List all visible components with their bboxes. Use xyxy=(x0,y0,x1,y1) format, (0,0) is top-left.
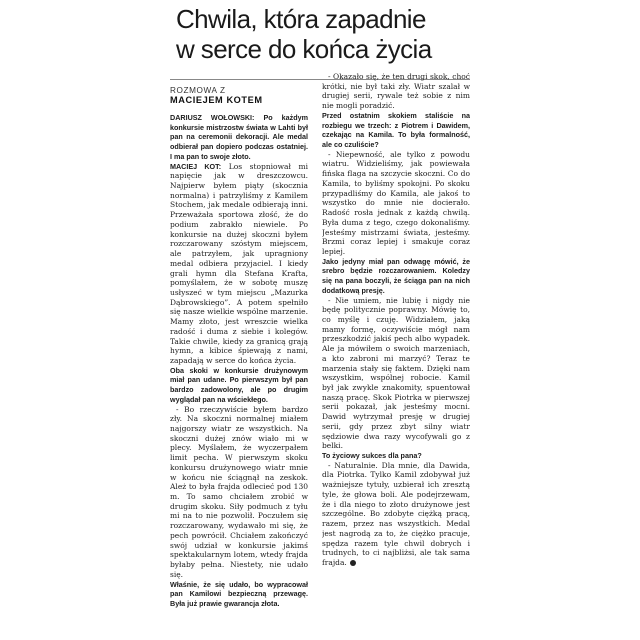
answer-4: - Niepewność, ale tylko z powodu wiatru. Widzieliśmy, jak powiewała fińska flaga na szczycie skoczni. Co do Kamila, to byliśmy spokojni. Po skoku przypadliśmy do Kamila, ale jakoś to wszystko do mnie nie docierało. Radość rosła jednak z każdą chwilą. Była duma z tego, czego dokonaliśmy. Jesteśmy mistrzami świata, jesteśmy. Brzmi coraz lepiej i smakuje coraz lepiej. xyxy=(322,149,470,256)
end-of-article-icon xyxy=(350,560,356,566)
interviewee-name: MACIEJEM KOTEM xyxy=(170,95,263,105)
article-column-right xyxy=(322,72,470,640)
interviewer-label: DARIUSZ WOŁOWSKI: xyxy=(170,113,255,122)
question-4: Przed ostatnim skokiem staliście na rozbiegu we trzech: z Piotrem i Dawidem, czekając na Kamila. To była formalność, ale co czuliście? xyxy=(322,110,470,150)
question-text: Po każdym konkursie mistrzostw świata w Lahti był pan na ceremonii dekoracji. Ale medal odbierał pan dopiero podczas ostatniej. I ma pan to swoje złoto. xyxy=(170,113,308,161)
interview-intro xyxy=(170,86,308,105)
interviewee-label: MACIEJ KOT: xyxy=(170,161,222,171)
answer-6 xyxy=(322,461,470,568)
answer-5: - Nie umiem, nie lubię i nigdy nie będę politycznie poprawny. Mówię to, co myślę i czuję. Widziałem, jaką mamy formę, oczywiście mógł nam przeszkodzić jakiś pech albo wypadek. Ale ja mówiłem o swoich marzeniach, a kto zabroni mi marzyć? Teraz te marzenia stały się faktem. Dzięki nam wszystkim, wspólnej robocie. Kamil był jak zwykle znakomity, spuentował naszą pracę. Skok Piotrka w pierwszej serii pokazał, jak jesteśmy mocni. Dawid wytrzymał presję w drugiej serii, gdy przez zbyt silny wiatr sędziowie dwa razy wycofywali go z belki. xyxy=(322,295,470,451)
headline-line-2: w serce do końca życia xyxy=(176,34,432,64)
answer-6-text: - Naturalnie. Dla mnie, dla Dawida, dla Piotrka. Tylko Kamil zdobywał już ważniejsze tytuły, uzbierał ich zresztą tyle, że głowa boli. Ale podejrzewam, że i dla niego to złoto drużynowe jest szczególne. Bo zdobyte ciężką pracą, razem, przez nas wszystkich. Medal jest nagrodą za to, że ciężko pracuje, spędza razem tyle chwil dobrych i trudnych, to ci najbliżsi, ale tak sama frajda. xyxy=(322,460,470,567)
question-3: Właśnie, że się udało, bo wypracował pan Kamilowi bezpieczną przewagę. Była już prawie gwarancja złota. xyxy=(170,579,308,608)
question-6: To życiowy sukces dla pana? xyxy=(322,451,422,461)
question-1 xyxy=(170,113,308,162)
question-5: Jako jedyny miał pan odwagę mówić, że srebro będzie rozczarowaniem. Koledzy się na pana boczyli, że ściąga pan na nich dodatkową presję. xyxy=(322,256,470,295)
article-column-left xyxy=(170,82,308,640)
answer-3: - Okazało się, że ten drugi skok, choć krótki, nie był taki zły. Wiatr szalał w drugiej serii, rywale też sobie z nim nie mogli poradzić. xyxy=(322,72,470,111)
headline xyxy=(176,4,476,64)
answer-text: Los stopniował mi napięcie jak w dreszczowcu. Najpierw byłem piąty (skocznia normalna) i patrzyliśmy z Kamilem Stochem, jak medale odbierają inni. Przeważała sportowa złość, że do podium zabrakło niewiele. Po konkursie na dużej skoczni byłem rozczarowany szóstym miejscem, ale patrzyłem, jak upragniony medal odbiera przyjaciel. I kiedy grali hymn dla Stefana Krafta, pomyślałem, że w sobotę muszę usłyszeć w tym miejscu „Mazurka Dąbrowskiego”. A potem spełniło się nasze wielkie wspólne marzenie. Mamy złoto, jest wreszcie wielka radość i duma z siebie i kolegów. Takie chwile, kiedy za granicą grają hymn, a kibice śpiewają z nami, zapadają w serce do końca życia. xyxy=(170,161,308,365)
headline-line-1: Chwila, która zapadnie xyxy=(176,4,426,34)
answer-2: - Bo rzeczywiście byłem bardzo zły. Na skoczni normalnej miałem najgorszy wiatr ze wszystkich. Na skoczni dużej znów wiało mi w plecy. Myślałem, że wyczerpałem limit pecha. W pierwszym skoku konkursu drużynowego wiatr mnie w końcu nie ściągnął na zeskok. Ależ to była frajda odlecieć pod 130 m. To samo chciałem zrobić w drugim skoku. Siły podmuch z tyłu mi na to nie pozwolił. Poczułem się rozczarowany, wydawało mi się, że pech powrócił. Chciałem zakończyć swój udział w konkursie jakimś spektakularnym lotem, wtedy frajda byłaby pełna. Niestety, nie udało się. xyxy=(170,404,308,579)
intro-label: ROZMOWA Z xyxy=(170,86,226,95)
answer-1 xyxy=(170,162,308,366)
question-2: Oba skoki w konkursie drużynowym miał pan udane. Po pierwszym był pan bardzo zadowolony, ale po drugim wyglądał pan na wściekłego. xyxy=(170,365,308,404)
